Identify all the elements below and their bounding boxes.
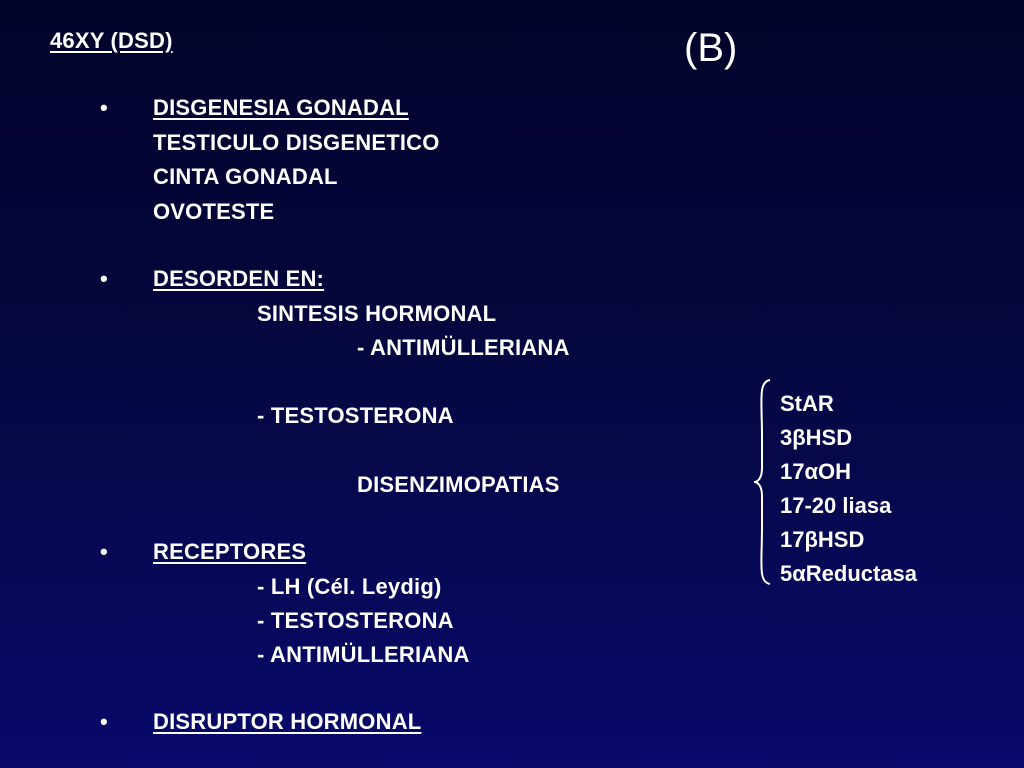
list-item: StAR bbox=[780, 391, 834, 416]
list-item: SINTESIS HORMONAL bbox=[257, 301, 497, 326]
bullet-marker: • bbox=[100, 709, 108, 734]
list-item: 3βHSD bbox=[780, 425, 853, 450]
heading-disgenesia-gonadal: DISGENESIA GONADAL bbox=[153, 95, 409, 120]
list-item: TESTICULO DISGENETICO bbox=[153, 130, 440, 155]
heading-disruptor-hormonal: DISRUPTOR HORMONAL bbox=[153, 709, 422, 734]
list-item: - TESTOSTERONA bbox=[257, 403, 454, 428]
slide-title: 46XY (DSD) bbox=[50, 28, 173, 53]
bullet-marker: • bbox=[100, 95, 108, 120]
heading-receptores: RECEPTORES bbox=[153, 539, 307, 564]
curly-brace-icon bbox=[752, 378, 772, 586]
list-item: 5αReductasa bbox=[780, 561, 918, 586]
bullet-marker: • bbox=[100, 266, 108, 291]
list-item: - LH (Cél. Leydig) bbox=[257, 574, 442, 599]
list-item: - ANTIMÜLLERIANA bbox=[357, 335, 570, 360]
list-item: OVOTESTE bbox=[153, 199, 275, 224]
heading-desorden-en: DESORDEN EN: bbox=[153, 266, 325, 291]
enzyme-list bbox=[780, 387, 917, 591]
list-item: 17-20 liasa bbox=[780, 493, 892, 518]
list-item: CINTA GONADAL bbox=[153, 164, 338, 189]
list-item: 17βHSD bbox=[780, 527, 865, 552]
list-item: - TESTOSTERONA bbox=[257, 608, 454, 633]
list-item: 17αOH bbox=[780, 459, 851, 484]
list-item: - ANTIMÜLLERIANA bbox=[257, 642, 470, 667]
figure-tag: (B) bbox=[684, 26, 738, 70]
list-item: DISENZIMOPATIAS bbox=[357, 472, 560, 497]
bullet-marker: • bbox=[100, 539, 108, 564]
